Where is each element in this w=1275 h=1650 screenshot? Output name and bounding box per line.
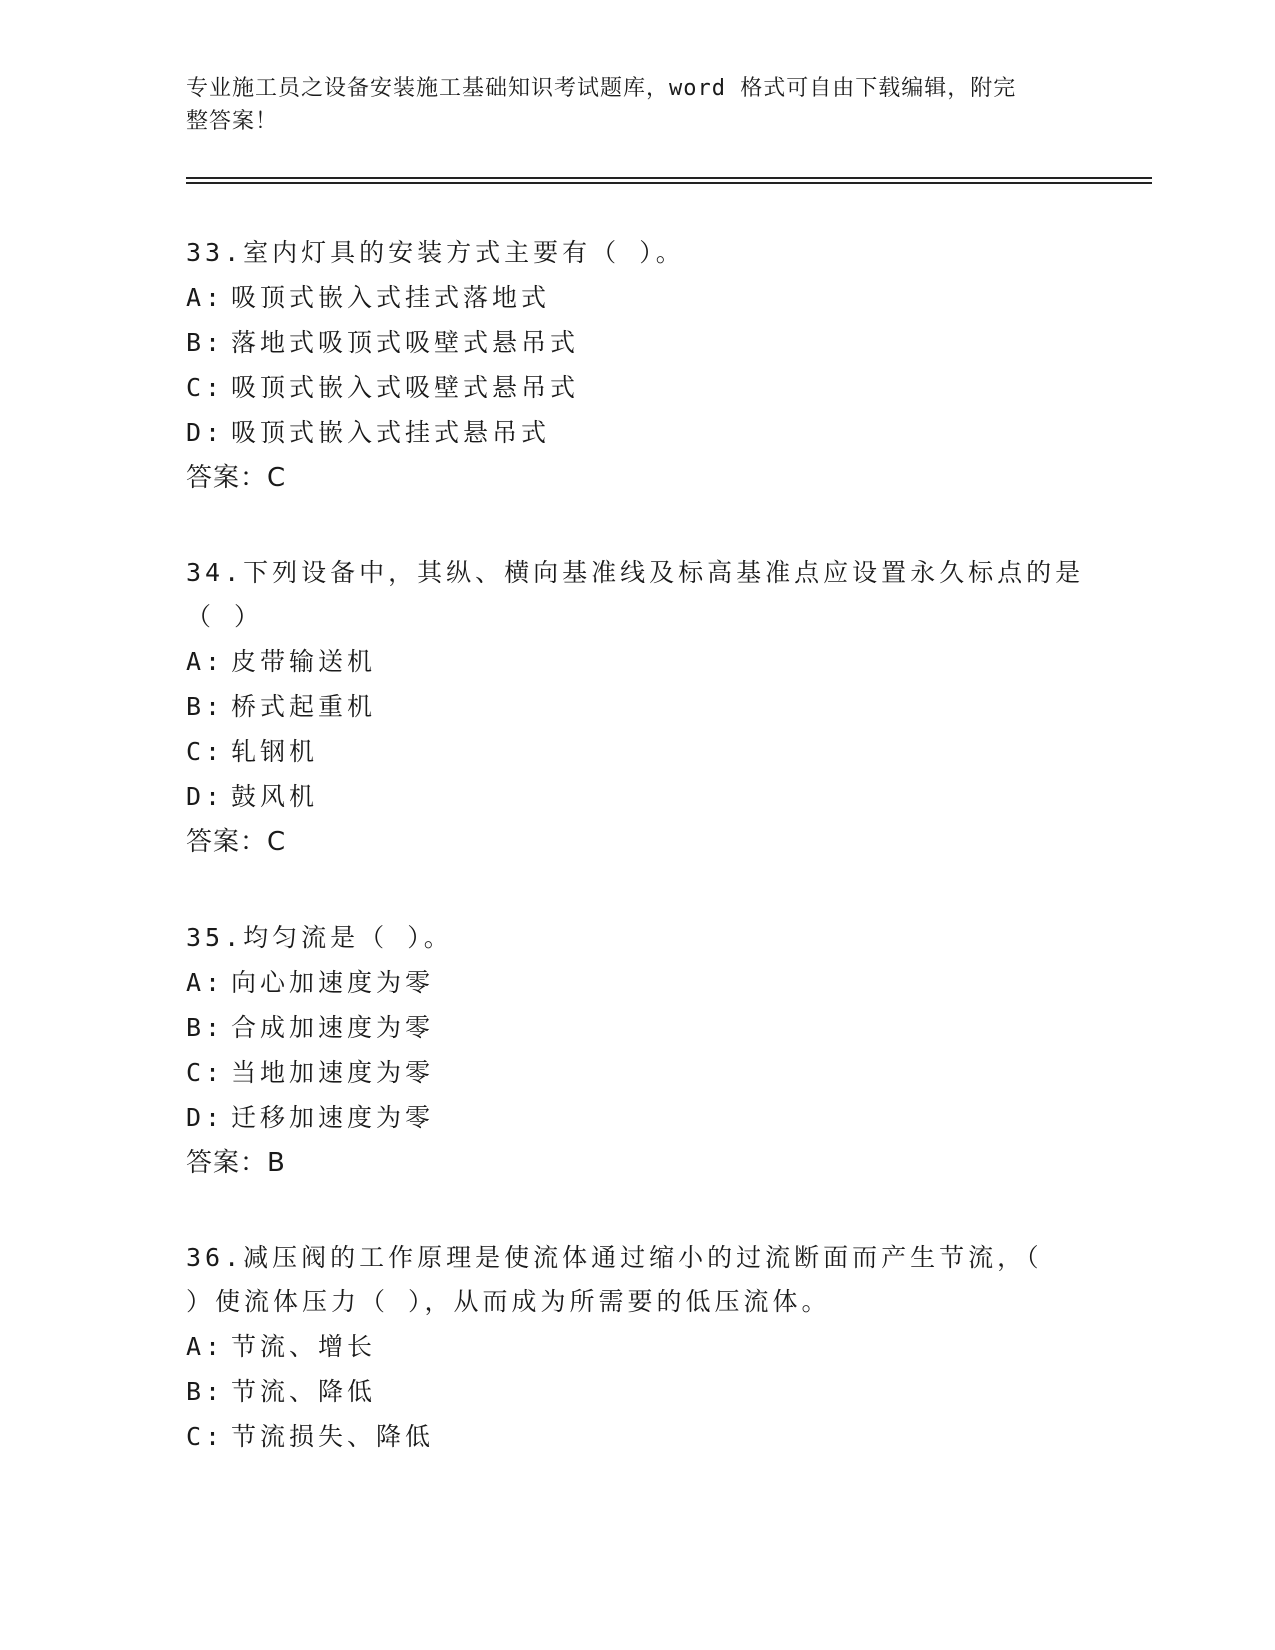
- question-text: 36.减压阀的工作原理是使流体通过缩小的过流断面而产生节流，（: [186, 1243, 1043, 1272]
- header-divider: [186, 177, 1152, 179]
- option-b: B: 节流、降低: [186, 1377, 377, 1406]
- option-d: D: 吸顶式嵌入式挂式悬吊式: [186, 418, 551, 447]
- answer-line: 答案：C: [186, 827, 287, 857]
- option-c: C: 轧钢机: [186, 737, 319, 766]
- question-text: 33.室内灯具的安装方式主要有（ ）。: [186, 238, 685, 267]
- question-text: 34.下列设备中，其纵、横向基准线及标高基准点应设置永久标点的是: [186, 558, 1085, 587]
- question-33: [186, 231, 1086, 501]
- header-divider-second: [186, 182, 1152, 184]
- option-a: A: 皮带输送机: [186, 647, 377, 676]
- option-c: C: 当地加速度为零: [186, 1058, 435, 1087]
- document-header: [186, 72, 1066, 138]
- question-35: [186, 916, 1086, 1186]
- option-b: B: 桥式起重机: [186, 692, 377, 721]
- header-line-1: 专业施工员之设备安装施工基础知识考试题库，word 格式可自由下载编辑，附完: [186, 76, 1017, 101]
- header-line-2: 整答案！: [186, 109, 279, 134]
- question-text-continued: ）使流体压力（ ），从而成为所需要的低压流体。: [186, 1287, 831, 1316]
- option-c: C: 节流损失、降低: [186, 1422, 435, 1451]
- question-36: [186, 1236, 1086, 1459]
- answer-line: 答案：C: [186, 463, 287, 493]
- question-text: 35.均匀流是（ ）。: [186, 923, 453, 952]
- option-d: D: 迁移加速度为零: [186, 1103, 435, 1132]
- option-a: A: 向心加速度为零: [186, 968, 435, 997]
- question-text-continued: （ ）: [186, 602, 264, 631]
- option-b: B: 合成加速度为零: [186, 1013, 435, 1042]
- answer-line: 答案：B: [186, 1148, 286, 1178]
- option-a: A: 节流、增长: [186, 1332, 377, 1361]
- option-b: B: 落地式吸顶式吸壁式悬吊式: [186, 328, 580, 357]
- question-34: [186, 551, 1086, 865]
- option-a: A: 吸顶式嵌入式挂式落地式: [186, 283, 551, 312]
- option-d: D: 鼓风机: [186, 782, 319, 811]
- option-c: C: 吸顶式嵌入式吸壁式悬吊式: [186, 373, 580, 402]
